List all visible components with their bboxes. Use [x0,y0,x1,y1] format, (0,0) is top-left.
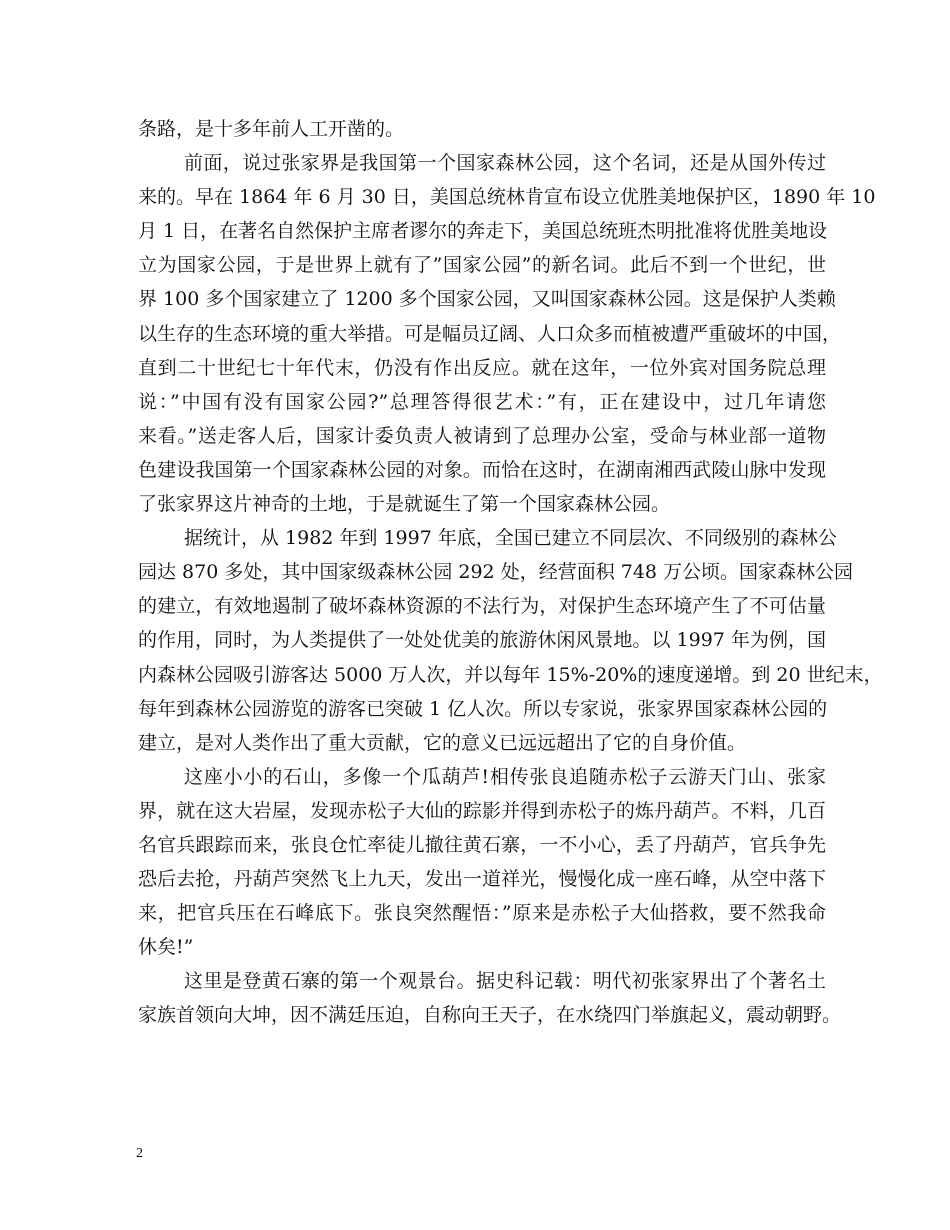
text-line: 内森林公园吸引游客达 5000 万人次，并以每年 15%-20%的速度递增。到 20 世纪末， [138,663,883,686]
text-line: 家族首领向大坤，因不满廷压迫，自称向王天子，在水绕四门举旗起义，震动朝野。 [138,1004,842,1027]
text-line: 月 1 日，在著名自然保护主席者谬尔的奔走下，美国总统班杰明批准将优胜美地设 [138,220,828,243]
text-line: 园达 870 多处，其中国家级森林公园 292 处，经营面积 748 万公顷。国家森林公园 [138,561,854,584]
text-line: 以生存的生态环境的重大举措。可是幅员辽阔、人口众多而植被遭严重破坏的中国， [138,322,842,345]
paragraph-first-line: 这里是登黄石寨的第一个观景台。据史科记载：明代初张家界出了个著名土 [184,970,826,993]
paragraph-first-line: 据统计，从 1982 年到 1997 年底，全国已建立不同层次、不同级别的森林公 [184,527,837,550]
text-line: 界，就在这大岩屋，发现赤松子大仙的踪影并得到赤松子的炼丹葫芦。不料，几百 [138,799,826,822]
body-text [138,112,883,1033]
text-line: 了张家界这片神奇的土地，于是就诞生了第一个国家森林公园。 [138,493,671,516]
text-line: 说：”中国有没有国家公园?”总理答得很艺术：”有，正在建设中，过几年请您 [138,390,826,413]
text-line: 的建立，有效地遏制了破坏森林资源的不法行为，对保护生态环境产生了不可估量 [138,595,826,618]
text-line: 界 100 多个国家建立了 1200 多个国家公园，又叫国家森林公园。这是保护人类赖 [138,288,836,311]
text-line: 建立，是对人类作出了重大贡献，它的意义已远远超出了它的自身价值。 [138,731,747,754]
page-number: 2 [136,1146,143,1161]
paragraph-first-line: 这座小小的石山，多像一个瓜葫芦!相传张良追随赤松子云游天门山、张家 [184,765,826,788]
text-line: 每年到森林公园游览的游客已突破 1 亿人次。所以专家说，张家界国家森林公园的 [138,697,828,720]
text-line: 名官兵跟踪而来，张良仓忙率徒儿撤往黄石寨，一不小心，丢了丹葫芦，官兵争先 [138,833,826,856]
text-line: 恐后去抢，丹葫芦突然飞上九天，发出一道祥光，慢慢化成一座石峰，从空中落下 [138,868,826,891]
text-line: 来，把官兵压在石峰底下。张良突然醒悟：”原来是赤松子大仙搭救，要不然我命 [138,902,826,925]
text-line: 休矣!” [138,936,194,959]
paragraph-first-line: 前面，说过张家界是我国第一个国家森林公园，这个名词，还是从国外传过 [184,152,826,175]
text-line: 直到二十世纪七十年代末，仍没有作出反应。就在这年，一位外宾对国务院总理 [138,356,826,379]
text-line: 条路，是十多年前人工开凿的。 [138,118,405,140]
text-line: 色建设我国第一个国家森林公园的对象。而恰在这时，在湖南湘西武陵山脉中发现 [138,458,826,481]
text-line: 立为国家公园，于是世界上就有了”国家公园”的新名词。此后不到一个世纪，世 [138,254,826,277]
text-line: 来看。”送走客人后，国家计委负责人被请到了总理办公室，受命与林业部一道物 [138,424,826,447]
text-line: 的作用，同时，为人类提供了一处处优美的旅游休闲风景地。以 1997 年为例，国 [138,629,826,652]
text-line: 来的。早在 1864 年 6 月 30 日，美国总统林肯宣布设立优胜美地保护区，1890 年 10 [138,186,876,209]
